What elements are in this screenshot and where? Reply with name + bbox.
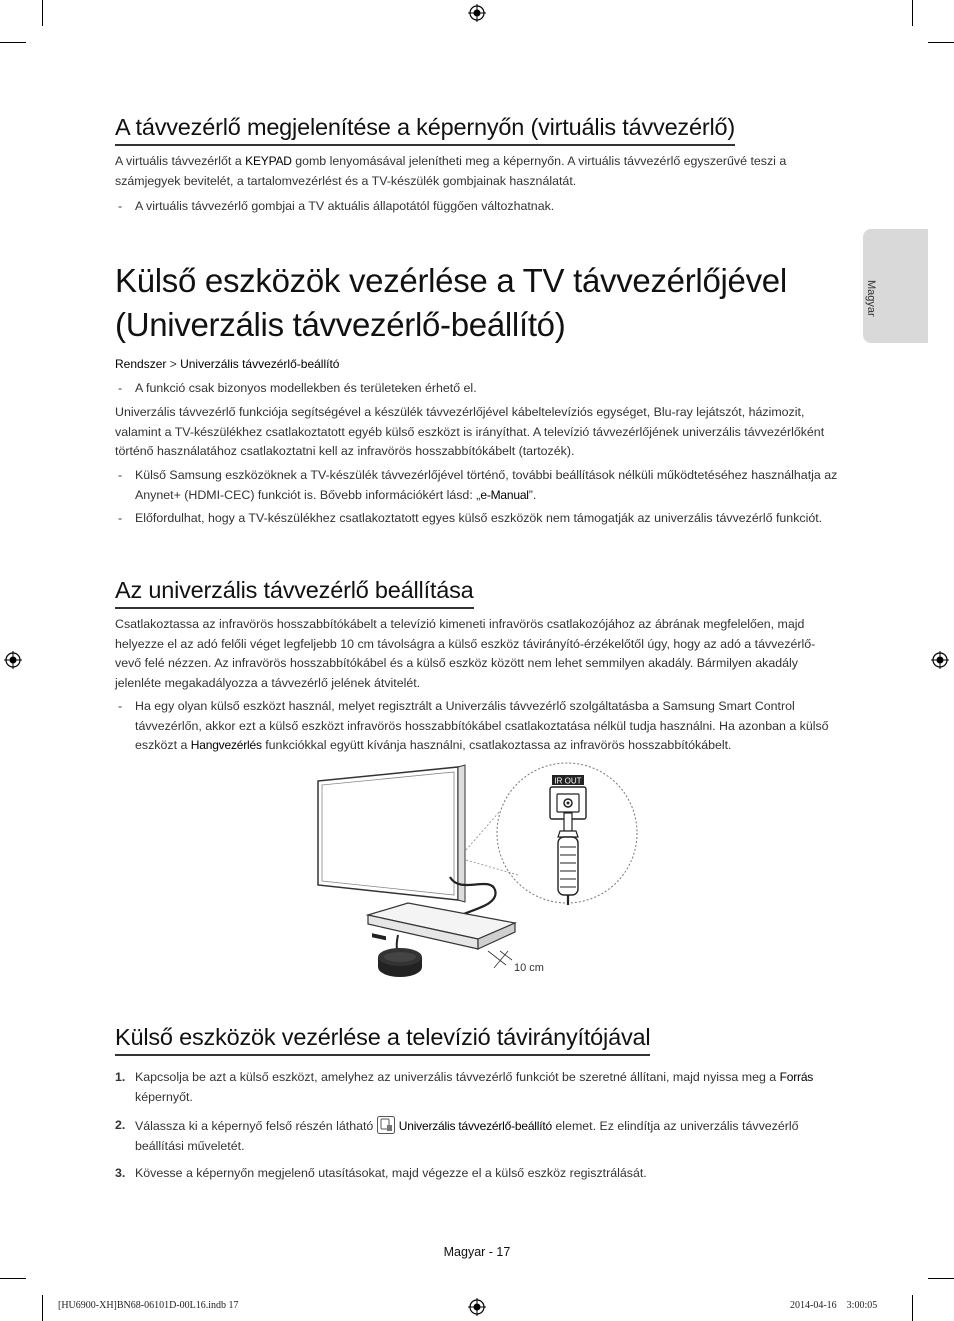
breadcrumb-root: Rendszer — [115, 357, 167, 371]
text-run: elemet. Ez elindítja az univerzális távvezérlő beállítási műveletét. — [135, 1119, 799, 1153]
note-text: A virtuális távvezérlő gombjai a TV aktuális állapotától függően változhatnak. — [135, 199, 555, 213]
print-timestamp: 2014-04-16 3:00:05 — [790, 1300, 878, 1311]
text-run: Külső Samsung eszközöknek a TV-készülék távvezérlőjével történő, további beállítások nélküli működtetéséhez használhatja az Anynet+ (HDMI-CEC) funkciót is. Bővebb információkért lásd: „ — [135, 468, 838, 502]
note-text: Előfordulhat, hogy a TV-készülékhez csatlakoztatott egyes külső eszközök nem támogatják az univerzális távvezérlő funkciót. — [135, 511, 823, 525]
note-item: - A virtuális távvezérlő gombjai a TV aktuális állapotától függően változhatnak. — [115, 197, 839, 217]
note-text: A funkció csak bizonyos modellekben és területeken érhető el. — [135, 381, 477, 395]
section-heading-setup: Az univerzális távvezérlő beállítása — [115, 577, 474, 609]
step-number: 2. — [115, 1118, 126, 1132]
universal-remote-icon — [377, 1116, 395, 1134]
virtual-remote-paragraph — [115, 152, 839, 191]
step-text — [135, 1116, 839, 1156]
text-run: képernyőt. — [135, 1089, 193, 1104]
text-run: funkciókkal együtt kívánja használni, csatlakoztassa az infravörös hosszabbítókábelt. — [261, 738, 732, 752]
breadcrumb-item: Univerzális távvezérlő-beállító — [180, 357, 340, 371]
note-item: - Előfordulhat, hogy a TV-készülékhez csatlakoztatott egyes külső eszközök nem támogatják az univerzális távvezérlő funkciót. — [115, 509, 839, 529]
language-tab — [863, 229, 928, 343]
registration-mark-icon — [468, 1298, 486, 1316]
crop-mark — [912, 1295, 913, 1321]
step-text — [135, 1068, 839, 1107]
page-title — [115, 259, 787, 347]
step-text: Kövesse a képernyőn megjelenő utasításokat, majd végezze el a külső eszköz regisztrálását. — [135, 1166, 647, 1180]
step-item — [115, 1116, 839, 1156]
keypad-key-label: KEYPAD — [245, 154, 292, 168]
note-item: - Külső Samsung eszközöknek a TV-készülék távvezérlőjével történő, további beállítások nélküli működtetéséhez használhatja az Anynet+ (HDMI-CEC) funkciót is. Bővebb információkért lásd: „e-Manual”. — [115, 466, 839, 505]
ir-out-label: IR OUT — [554, 776, 582, 786]
note-text — [135, 466, 839, 505]
crop-mark — [0, 42, 26, 43]
e-manual-link: e-Manual — [480, 487, 529, 502]
note-item: - A funkció csak bizonyos modellekben és területeken érhető el. — [115, 379, 839, 399]
section-heading-virtual-remote: A távvezérlő megjelenítése a képernyőn (virtuális távvezérlő) — [115, 114, 735, 146]
language-tab-label: Magyar — [865, 280, 877, 317]
breadcrumb-separator: > — [169, 357, 177, 371]
voice-control-label: Hangvezérlés — [190, 738, 262, 752]
step-number: 1. — [115, 1070, 126, 1084]
page-number: Magyar - 17 — [443, 1245, 511, 1259]
distance-indicator — [488, 951, 512, 968]
text-run: Kapcsolja be azt a külső eszközt, amelyhez az univerzális távvezérlő funkciót be szeretné állítani, majd nyissa meg a — [135, 1070, 780, 1084]
print-file-info: [HU6900-XH]BN68-06101D-00L16.indb 17 — [58, 1300, 239, 1311]
crop-mark — [0, 1278, 26, 1279]
ir-cable-plug-illustration — [558, 813, 578, 905]
universal-remote-paragraph: Univerzális távvezérlő funkciója segítségével a készülék távvezérlőjével kábeltelevíziós egységet, Blu-ray lejátszót, házimozit, valamint a TV-készülékhez csatlakoztatott egyéb külső eszközt is irányíthat. A televízió távvezérlőjének univerzális távvezérlőként történő használatához csatlakoztatni kell az infravörös hosszabbítókábelt (tartozék). — [115, 405, 825, 458]
external-device-illustration — [368, 903, 515, 949]
registration-mark-icon — [4, 651, 22, 669]
step-number: 3. — [115, 1166, 126, 1180]
crop-mark — [42, 0, 43, 26]
ir-blaster-illustration — [378, 948, 422, 977]
step-item — [115, 1068, 839, 1107]
page-title-line2: (Univerzális távvezérlő-beállító) — [115, 306, 566, 343]
ir-extender-diagram — [300, 755, 650, 990]
setup-paragraph: Csatlakoztassa az infravörös hosszabbítókábelt a televízió kimeneti infravörös csatlakozójához az ábrának megfelelően, majd helyezze el az adó felőli véget legfeljebb 10 cm távolságra a külső eszköz távirányító-érzékelőtől úgy, hogy az adó a távvezérlő-vevő felé nézzen. Az infravörös hosszabbítókábel és a külső eszköz között nem lehet semmilyen akadály. Bármilyen akadály jelenléte megakadályozza a távvezérlő jelének átvitelét. — [115, 617, 816, 690]
breadcrumb — [115, 355, 839, 375]
universal-remote-setup-label: Univerzális távvezérlő-beállító — [398, 1119, 552, 1133]
text-run: Válassza ki a képernyő felső részén látható — [135, 1119, 377, 1133]
text-run: gomb lenyomásával jelenítheti meg a képernyőn. A virtuális távvezérlő egyszerűvé teszi a számjegyek bevitelét, a tartalomvezérlést és a TV-készülék gombjainak használatát. — [115, 154, 787, 188]
text-run: A virtuális távvezérlőt a — [115, 154, 246, 168]
registration-mark-icon — [468, 4, 486, 22]
crop-mark — [912, 0, 913, 26]
distance-label: 10 cm — [514, 962, 544, 974]
text-run: ”. — [528, 487, 537, 502]
registration-mark-icon — [931, 651, 949, 669]
text-run: Ha egy olyan külső eszközt használ, melyet regisztrált a Univerzális távvezérlő szolgáltatásba a Samsung Smart Control távvezérlőn, akkor ezt a külső eszközt infravörös hosszabbítókábel csatlakoztatása nélkül tudja használni. Ha azonban a külső eszközt a — [135, 699, 829, 752]
page-title-line1: Külső eszközök vezérlése a TV távvezérlőjével — [115, 262, 787, 299]
section-heading-control: Külső eszközök vezérlése a televízió távirányítójával — [115, 1024, 650, 1056]
note-text — [135, 697, 839, 756]
crop-mark — [928, 1278, 954, 1279]
step-item — [115, 1164, 839, 1184]
source-label: Forrás — [779, 1070, 814, 1084]
crop-mark — [42, 1295, 43, 1321]
tv-illustration — [318, 765, 465, 902]
note-item: - Ha egy olyan külső eszközt használ, melyet regisztrált a Univerzális távvezérlő szolgáltatásba a Samsung Smart Control távvezérlőn, akkor ezt a külső eszközt infravörös hosszabbítókábel csatlakoztatása nélkül tudja használni. Ha azonban a külső eszközt a Hangvezérlés funkciókkal együtt kívánja használni, csatlakoztassa az infravörös hosszabbítókábelt. — [115, 697, 839, 756]
crop-mark — [928, 42, 954, 43]
